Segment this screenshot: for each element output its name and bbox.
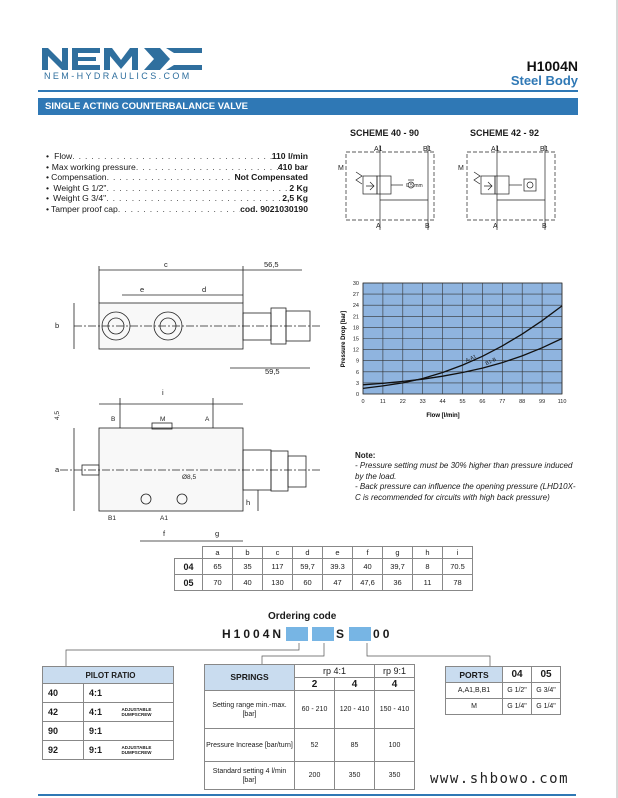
ports-table: PORTS 04 05 A,A1,B,B1 G 1/2" G 3/4" M G 1/4" G 1/4" xyxy=(445,666,561,715)
springs-table: SPRINGS rp 4:1 rp 9:1 2 4 4 Setting range min.-max. [bar] 60 - 210 120 - 410 150 - 410 Pressure Increase [bar/turn] 52 85 100 Standard setting 4 l/min [bar] 200 350 350 xyxy=(204,664,415,790)
spec-item: • Tamper proof cap . . . cod. 9021030190 xyxy=(46,204,308,215)
order-part-2: S xyxy=(336,627,348,641)
chart-x-tick: 66 xyxy=(479,399,486,405)
chart-series-label: A-A1 xyxy=(464,353,478,364)
front-port-a: A xyxy=(205,416,210,423)
dimensions-table: a b c d e f g h i 04 65 35 117 59,7 39.3 40 39,7 8 70.5 05 70 40 130 60 47 47,6 36 11 78 xyxy=(174,546,473,591)
chart-x-tick: 55 xyxy=(459,399,466,405)
scheme-left-a1: A1 xyxy=(374,146,383,153)
springs-header: SPRINGS xyxy=(205,665,295,691)
spec-item: • Compensation . . . Not Compensated xyxy=(46,172,308,183)
chart-x-tick: 11 xyxy=(380,399,386,405)
spec-item: • Flow . . . 110 l/min xyxy=(46,151,308,162)
order-part-1: H1004N xyxy=(222,627,285,641)
spec-item: • Max working pressure . . . 410 bar xyxy=(46,162,308,173)
front-port-b1: B1 xyxy=(108,515,116,522)
chart-x-tick: 110 xyxy=(557,399,567,405)
chart-x-tick: 88 xyxy=(519,399,526,405)
spec-item: • Weight G 1/2" . . . 2 Kg xyxy=(46,183,308,194)
scheme-left-m: M xyxy=(338,165,344,172)
table-row: 04 65 35 117 59,7 39.3 40 39,7 8 70.5 xyxy=(175,559,473,575)
bottom-rule xyxy=(38,794,576,796)
chart-y-tick: 9 xyxy=(355,358,359,365)
dim-f-label: f xyxy=(163,529,166,538)
note-title: Note: xyxy=(355,451,376,460)
table-row: 40 4:1 xyxy=(43,684,174,703)
pilot-ratio-header: PILOT RATIO xyxy=(43,667,174,684)
dim-c-label: c xyxy=(164,260,168,269)
table-row: Setting range min.-max. [bar] 60 - 210 120 - 410 150 - 410 xyxy=(205,691,415,729)
dia-label: Ø8,5 xyxy=(182,474,197,481)
table-row: M G 1/4" G 1/4" xyxy=(446,699,561,715)
chart-y-tick: 6 xyxy=(355,369,359,376)
product-code: H1004N xyxy=(526,58,578,74)
dim-b-label: b xyxy=(55,321,60,330)
dim-h-label: h xyxy=(246,498,251,507)
scheme-right-b1: B1 xyxy=(540,146,549,153)
chart-y-tick: 18 xyxy=(352,325,359,332)
front-port-m: M xyxy=(160,416,166,423)
watermark: www.shbowo.com xyxy=(430,771,570,787)
chart-y-tick: 15 xyxy=(352,336,359,343)
ports-header: PORTS xyxy=(446,667,503,683)
note-line-1: - Pressure setting must be 30% higher than pressure induced by the load. xyxy=(355,461,573,481)
table-row: 42 4:1 ADJUSTABLE DUMPSCREW xyxy=(43,703,174,722)
scheme-title-right: SCHEME 42 - 92 xyxy=(470,128,540,138)
front-port-b: B xyxy=(111,416,116,423)
body-type: Steel Body xyxy=(510,73,578,88)
chart-y-tick: 3 xyxy=(355,380,359,387)
scheme-left-b1: B1 xyxy=(423,146,432,153)
section-banner: SINGLE ACTING COUNTERBALANCE VALVE xyxy=(38,98,578,115)
scheme-right-a1: A1 xyxy=(491,146,500,153)
table-row: 92 9:1 ADJUSTABLE DUMPSCREW xyxy=(43,741,174,760)
dim-59-5-label: 59,5 xyxy=(265,367,280,376)
dim-e-label: e xyxy=(140,285,145,294)
chart-y-tick: 24 xyxy=(352,303,359,310)
dim-56-5-label: 56,5 xyxy=(264,260,279,269)
chart-x-tick: 77 xyxy=(499,399,506,405)
scheme-left-b: B xyxy=(425,223,430,230)
chart-x-tick: 0 xyxy=(361,399,365,405)
chart-x-tick: 33 xyxy=(419,399,426,405)
dim-i-label: i xyxy=(162,388,164,397)
chart-x-tick: 99 xyxy=(539,399,546,405)
dim-a-label: a xyxy=(55,465,60,474)
pilot-ratio-table xyxy=(42,666,174,760)
chart-y-tick: 21 xyxy=(352,314,359,321)
ordering-title: Ordering code xyxy=(268,611,337,622)
table-row: A,A1,B,B1 G 1/2" G 3/4" xyxy=(446,683,561,699)
table-row: 05 70 40 130 60 47 47,6 36 11 78 xyxy=(175,575,473,591)
table-row: 90 9:1 xyxy=(43,722,174,741)
scheme-right-b: B xyxy=(542,223,547,230)
chart-x-tick: 22 xyxy=(399,399,406,405)
spec-item: • Weight G 3/4" . . . 2,5 Kg xyxy=(46,193,308,204)
chart-y-tick: 12 xyxy=(352,347,359,354)
chart-y-tick: 27 xyxy=(352,292,359,299)
dim-g-label: g xyxy=(215,529,220,538)
chart-x-label: Flow [l/min] xyxy=(426,413,460,419)
scheme-right-a: A xyxy=(493,223,498,230)
order-part-3: 00 xyxy=(373,627,393,641)
scheme-orifice-label: 0.5 mm xyxy=(406,183,423,189)
scheme-right-m: M xyxy=(458,165,464,172)
chart-x-tick: 44 xyxy=(439,399,446,405)
scheme-left-a: A xyxy=(376,223,381,230)
chart-y-tick: 0 xyxy=(355,392,359,398)
dim-d-label: d xyxy=(202,285,207,294)
logo-subtext: NEM-HYDRAULICS.COM xyxy=(44,71,192,81)
chart-y-label: Pressure Drop [bar] xyxy=(341,310,347,368)
scheme-title-left: SCHEME 40 - 90 xyxy=(350,128,420,138)
dim-4-5-label: 4,5 xyxy=(54,410,61,420)
note-line-2: - Back pressure can influence the opening pressure (LHD10X-C is recommended for circuits with high back pressure) xyxy=(355,482,576,502)
front-port-a1: A1 xyxy=(160,515,168,522)
chart-series-label: B1-B xyxy=(484,356,498,367)
table-row: Pressure Increase [bar/turn] 52 85 100 xyxy=(205,729,415,762)
chart-y-tick: 30 xyxy=(352,281,359,287)
table-row: Standard setting 4 l/min [bar] 200 350 350 xyxy=(205,762,415,790)
